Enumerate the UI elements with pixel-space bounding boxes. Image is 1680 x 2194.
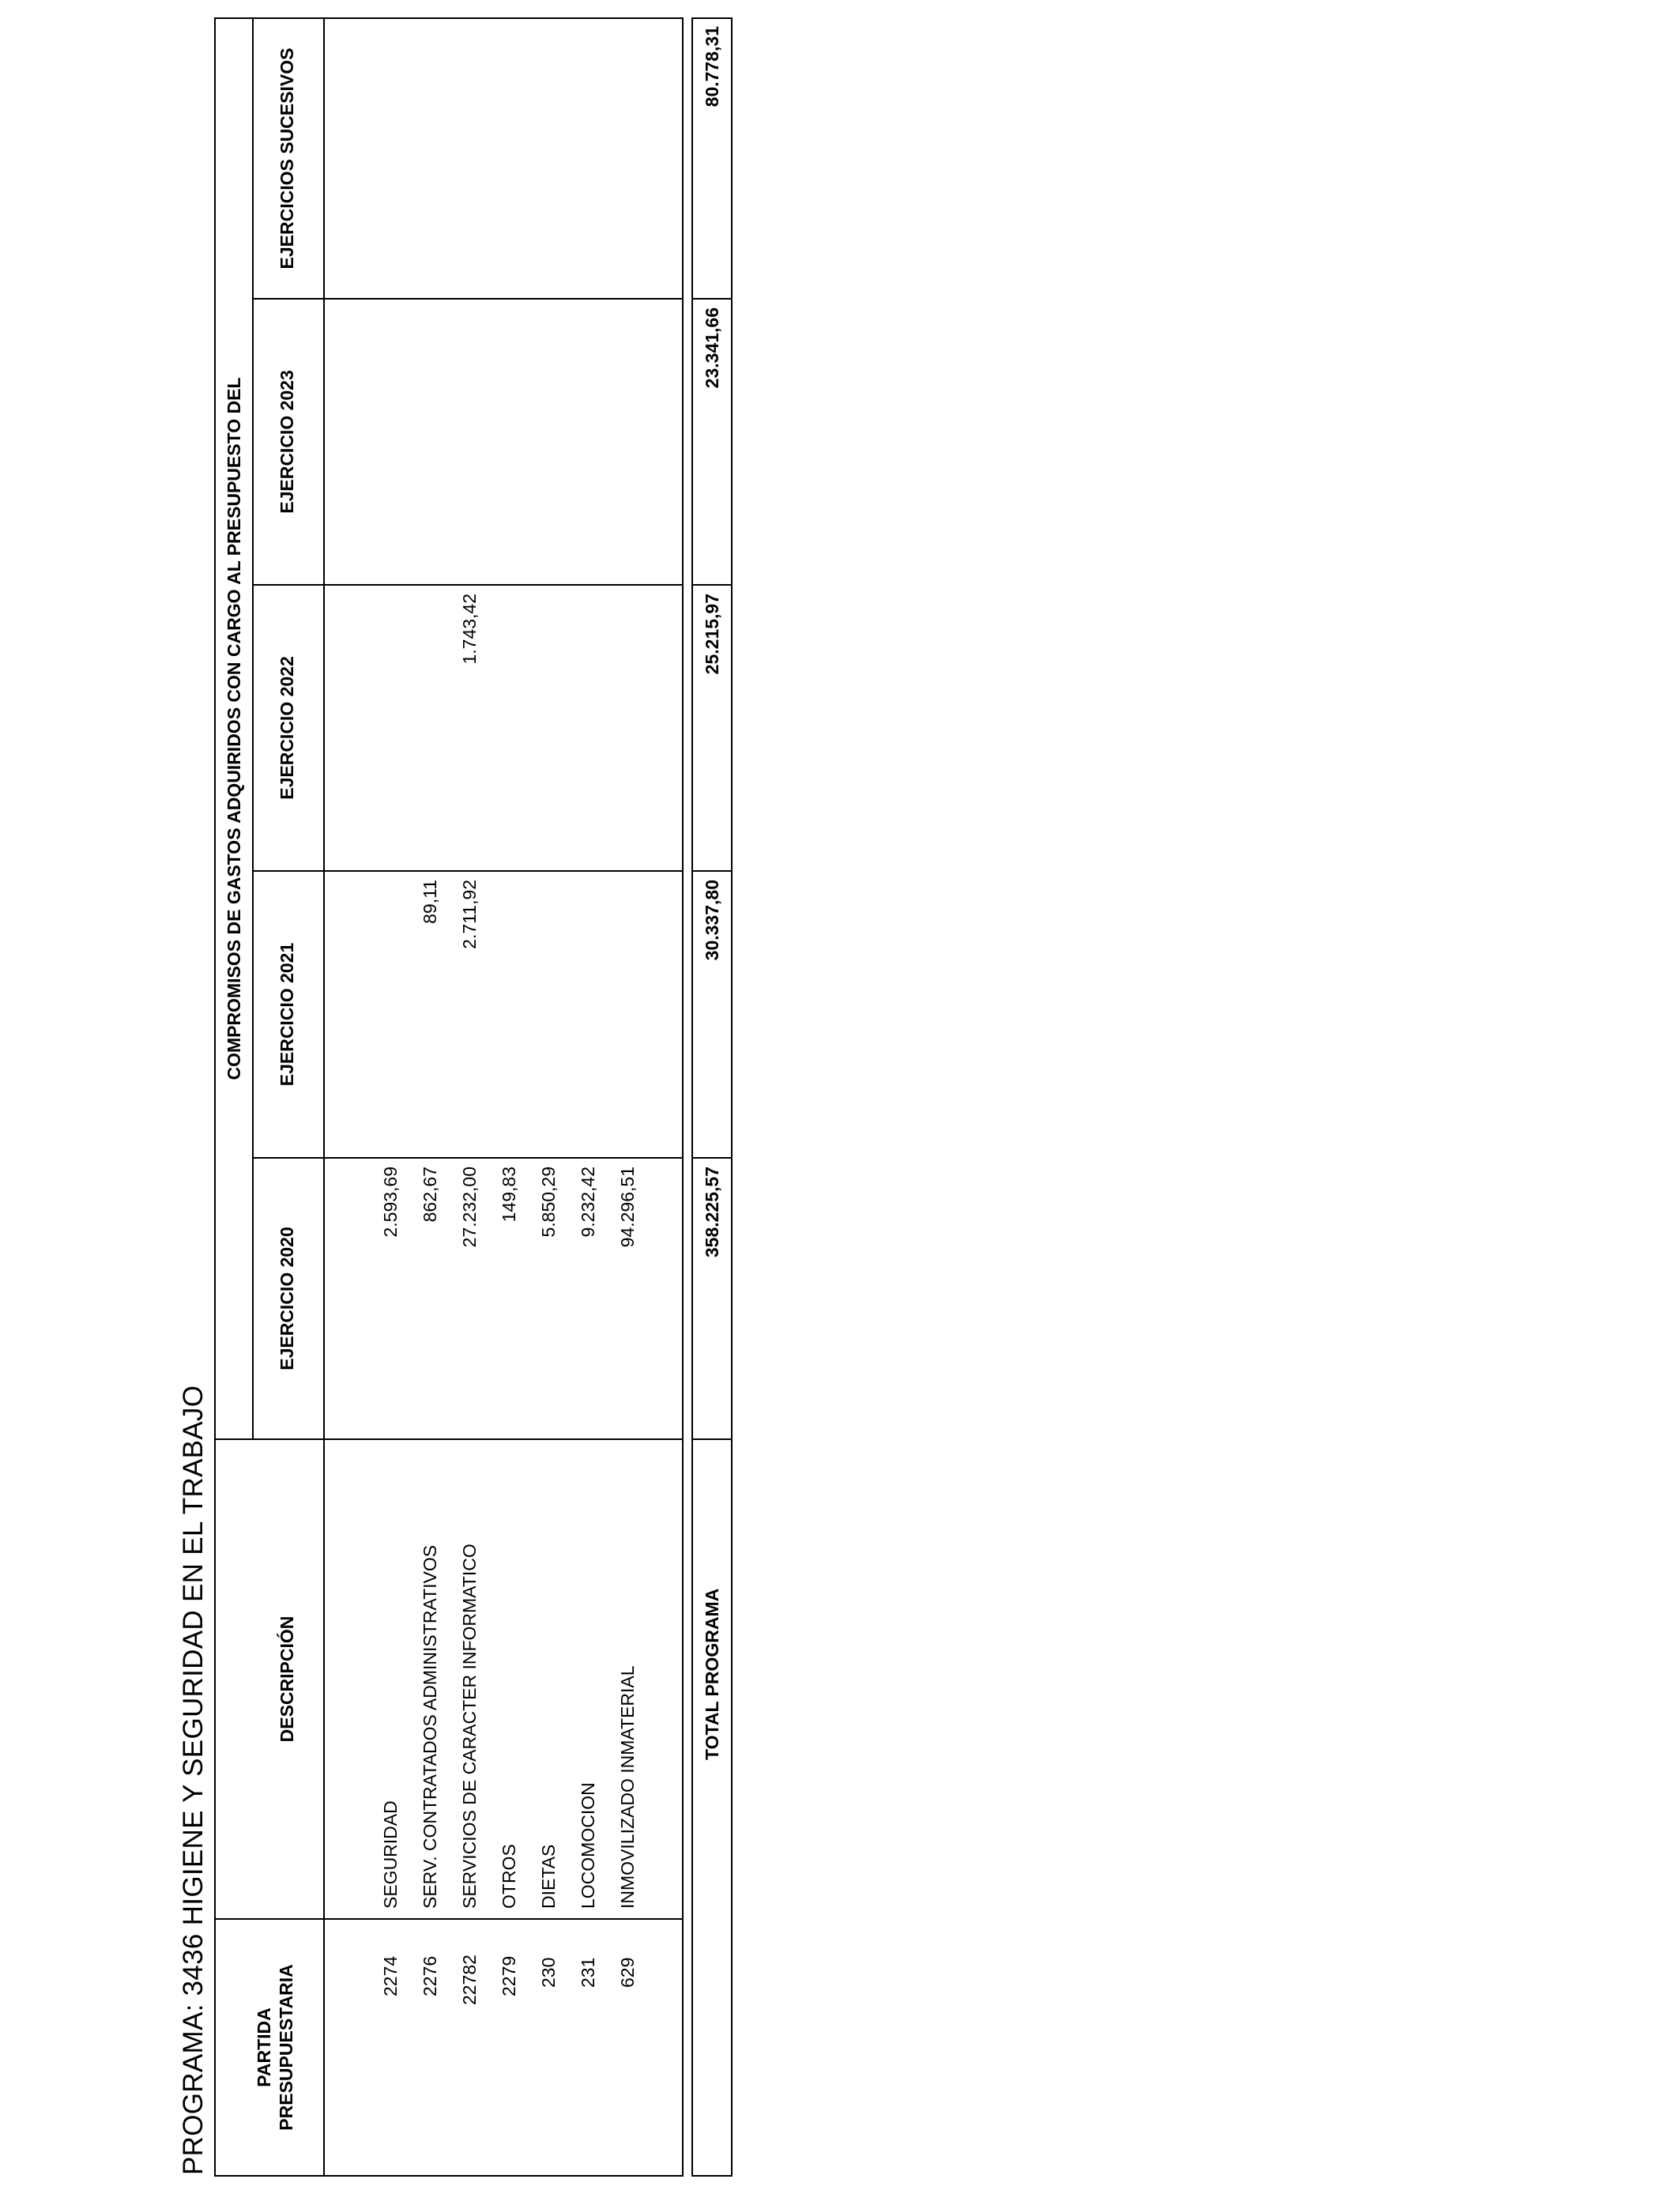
row-partida: 230 xyxy=(538,1957,559,1988)
col-divider-2022 xyxy=(252,584,682,586)
row-descripcion: SERVICIOS DE CARACTER INFORMATICO xyxy=(459,1544,480,1909)
header-ejercicio-2021: EJERCICIO 2021 xyxy=(277,942,297,1087)
page-title: PROGRAMA: 3436 HIGIENE Y SEGURIDAD EN EL TRABAJO xyxy=(178,1385,209,2175)
col-divider-2020 xyxy=(252,1157,682,1159)
row-partida: 22782 xyxy=(459,1955,480,2005)
total-label: TOTAL PROGRAMA xyxy=(702,1588,722,1760)
total-e2023: 23.341,66 xyxy=(702,307,722,389)
row-partida: 2274 xyxy=(380,1955,401,1996)
header-ejercicios-sucesivos: EJERCICIOS SUCESIVOS xyxy=(277,47,297,270)
row-e2020: 27.232,00 xyxy=(459,1167,480,1248)
header-ejercicio-2022: EJERCICIO 2022 xyxy=(277,656,297,800)
total-e2021: 30.337,80 xyxy=(702,880,722,961)
row-e2020: 149,83 xyxy=(499,1167,519,1223)
row-partida: 629 xyxy=(617,1957,638,1988)
header-descripcion: DESCRIPCIÓN xyxy=(277,1615,297,1743)
row-descripcion: INMOVILIZADO INMATERIAL xyxy=(617,1665,638,1909)
row-partida: 231 xyxy=(578,1957,598,1988)
col-divider-2021 xyxy=(252,870,682,872)
row-partida: 2279 xyxy=(499,1955,519,1996)
row-e2021: 2.711,92 xyxy=(459,880,480,949)
total-divider-2020 xyxy=(693,1157,731,1159)
row-e2021: 89,11 xyxy=(420,880,440,924)
row-e2020: 5.850,29 xyxy=(538,1167,559,1238)
total-divider-2021 xyxy=(693,870,731,872)
row-descripcion: SEGURIDAD xyxy=(380,1800,401,1909)
row-e2020: 94.296,51 xyxy=(617,1167,638,1248)
row-descripcion: DIETAS xyxy=(538,1844,559,1909)
header-ejercicio-2020: EJERCICIO 2020 xyxy=(277,1227,297,1370)
row-descripcion: SERV. CONTRATADOS ADMINISTRATIVOS xyxy=(420,1544,440,1909)
total-e2020: 358.225,57 xyxy=(702,1167,722,1258)
total-divider-2022 xyxy=(693,584,731,586)
row-e2020: 9.232,42 xyxy=(578,1167,598,1238)
header-ejercicio-2023: EJERCICIO 2023 xyxy=(277,370,297,514)
total-e2022: 25.215,97 xyxy=(702,594,722,675)
row-descripcion: LOCOMOCION xyxy=(578,1782,598,1909)
header-partida-line2: PRESUPUESTARIA xyxy=(276,1964,296,2131)
header-compromisos: COMPROMISOS DE GASTOS ADQUIRIDOS CON CARGO AL PRESUPUESTO DEL xyxy=(224,377,244,1080)
header-partida-line1: PARTIDA xyxy=(254,2007,274,2087)
header-partida xyxy=(253,1920,297,2175)
row-e2020: 862,67 xyxy=(420,1167,440,1223)
total-divider-2023 xyxy=(693,298,731,300)
row-e2020: 2.593,69 xyxy=(380,1167,401,1238)
total-sucesivos: 80.778,31 xyxy=(702,26,722,107)
total-divider-descripcion xyxy=(693,1438,731,1440)
header-bottom-line xyxy=(323,19,325,2175)
row-descripcion: OTROS xyxy=(499,1844,519,1909)
row-partida: 2276 xyxy=(420,1955,440,1996)
header-divider-compromisos xyxy=(252,19,254,1440)
col-divider-2023 xyxy=(252,298,682,300)
row-e2022: 1.743,42 xyxy=(459,594,480,665)
